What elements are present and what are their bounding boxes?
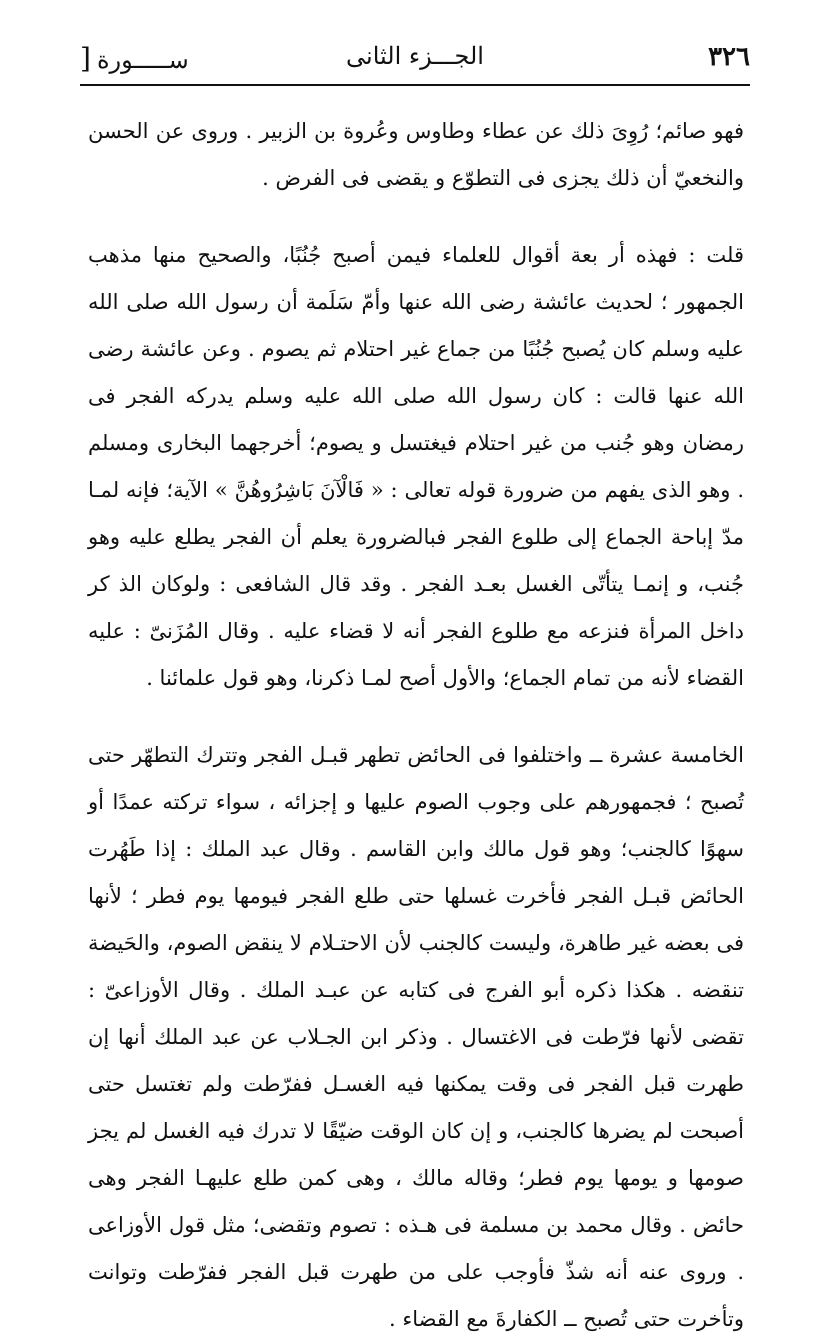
surah-bracket: [ <box>80 42 91 75</box>
paragraph-1: فهو صائم؛ رُوِىَ ذلك عن عطاء وطاوس وعُروة بن الزبير . وروى عن الحسن والنخعيّ أن ذلك يجزى فى التطوّع و يقضى فى الفرض . <box>88 119 744 190</box>
body-text <box>88 108 744 1343</box>
header-rule <box>80 84 750 86</box>
paragraph-2: قلت : فهذه أر بعة أقوال للعلماء فيمن أصبح جُنُبًا، والصحيح منها مذهب الجمهور ؛ لحديث عائشة رضى الله عنها وأمّ سَلَمة أن رسول الله صلى الله عليه وسلم كان يُصبح جُنُبًا من جماع غير احتلام ثم يصوم . وعن عائشة رضى الله عنها قالت : كان رسول الله صلى الله عليه وسلم يدركه الفجر فى رمضان وهو جُنب من غير احتلام فيغتسل و يصوم؛ أخرجهما البخارى ومسلم . وهو الذى يفهم من ضرورة قوله تعالى : « فَالْآنَ بَاشِرُوهُنَّ » الآية؛ فإنه لمـا مدّ إباحة الجماع إلى طلوع الفجر فبالضرورة يعلم أن الفجر يطلع عليه وهو جُنب، و إنمـا يتأتّى الغسل بعـد الفجر . وقد قال الشافعى : ولوكان الذ كر داخل المرأة فنزعه مع طلوع الفجر أنه لا قضاء عليه . وقال المُزَنىّ : عليه القضاء لأنه من تمام الجماع؛ والأول أصح لمـا ذكرنا، وهو قول علمائنا . <box>88 243 744 690</box>
page-header <box>80 38 750 82</box>
running-title: الجـــزء الثانى <box>346 42 484 70</box>
paragraph-3: الخامسة عشرة ــ واختلفوا فى الحائض تطهر قبـل الفجر وتترك التطهّر حتى تُصبح ؛ فجمهورهم على وجوب الصوم عليها و إجزائه ، سواء تركته عمدًا أو سهوًا كالجنب؛ وهو قول مالك وابن القاسم . وقال عبد الملك : إذا طَهُرت الحائض قبـل الفجر فأخرت غسلها حتى طلع الفجر فيومها يوم فطر ؛ لأنها فى بعضه غير طاهرة، وليست كالجنب لأن الاحتـلام لا ينقض الصوم، والحَيضة تنقضه . هكذا ذكره أبو الفرج فى كتابه عن عبـد الملك . وقال الأوزاعىّ : تقضى لأنها فرّطت فى الاغتسال . وذكر ابن الجـلاب عن عبد الملك أنها إن طهرت قبل الفجر فى وقت يمكنها فيه الغسـل ففرّطت ولم تغتسل حتى أصبحت لم يضرها كالجنب، و إن كان الوقت ضيّقًا لا تدرك فيه الغسل لم يجز صومها و يومها يوم فطر؛ وقاله مالك ، وهى كمن طلع عليهـا الفجر وهى حائض . وقال محمد بن مسلمة فى هـذه : تصوم وتقضى؛ مثل قول الأوزاعى . وروى عنه أنه شذّ فأوجب على من طهرت قبل الفجر ففرّطت وتوانت وتأخرت حتى تُصبح ــ الكفارةَ مع القضاء . <box>88 743 744 1331</box>
page-number: ٣٢٦ <box>708 42 750 72</box>
surah-label: ســـــورة <box>96 46 189 74</box>
surah-heading <box>80 42 189 75</box>
